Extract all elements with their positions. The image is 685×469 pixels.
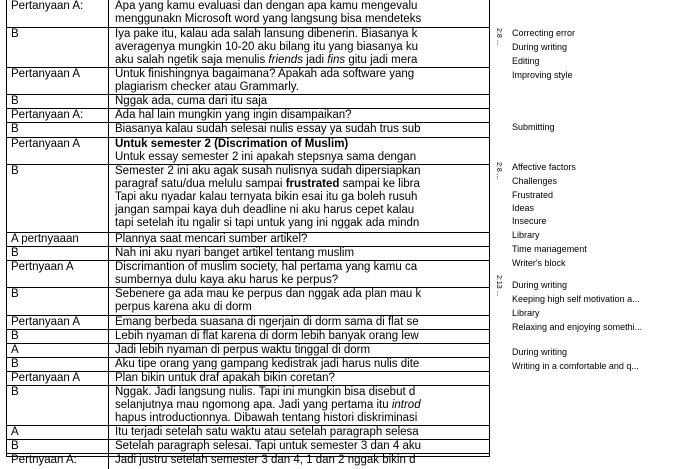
utterance-cell xyxy=(115,28,489,67)
utterance-line: Apa yang kamu evaluasi dan dengan apa kamu mengevalu xyxy=(115,0,418,12)
code-label[interactable]: Ideas xyxy=(512,203,535,213)
code-label[interactable]: Insecure xyxy=(512,216,547,226)
table-row xyxy=(7,316,489,330)
utterance-cell xyxy=(115,454,489,469)
utterance-line: Semester 2 ini aku agak susah nulisnya sudah dipersiapkan xyxy=(115,165,421,177)
utterance-cell xyxy=(115,165,489,232)
utterance-cell xyxy=(115,372,489,385)
utterance-line: Biasanya kalau sudah selesai nulis essay ya sudah trus sub xyxy=(115,123,421,135)
speaker-cell: A xyxy=(7,426,109,439)
speaker-cell: Pertanyaan A: xyxy=(7,109,109,122)
speaker-cell: Pertnyaan A xyxy=(7,261,109,287)
utterance-line: tapi setelah itu ngalir si tapi untuk yang ini nggak ada mindn xyxy=(115,217,420,229)
utterance-cell xyxy=(115,0,489,27)
utterance-cell xyxy=(115,95,489,108)
utterance-line: Discrimantion of muslim society, hal pertama yang kamu ca xyxy=(115,261,418,273)
utterance-cell xyxy=(115,233,489,246)
table-row xyxy=(7,372,489,386)
speaker-cell: B xyxy=(7,440,109,453)
utterance-line: Jadi justru setelah semester 3 dan 4, 1 dan 2 nggak bikin d xyxy=(115,454,416,466)
timestamp-marker: 2:13 ... xyxy=(495,275,502,297)
timestamp-marker: 2:8 ... xyxy=(495,162,502,180)
utterance-line: selanjutnya mau ngomong apa. Jadi yang pertama itu introd xyxy=(115,399,421,411)
utterance-line: Untuk essay semester 2 ini apakah stepsnya sama dengan xyxy=(115,151,417,163)
utterance-line: Nggak ada, cuma dari itu saja xyxy=(115,95,268,107)
utterance-cell xyxy=(115,247,489,260)
code-label[interactable]: Frustrated xyxy=(512,190,554,200)
utterance-line: Tapi aku nyadar kalau ternyata bikin esai itu ga boleh rusuh xyxy=(115,191,418,203)
utterance-line: paragraf satu/dua melulu sampai frustrated sampai ke libra xyxy=(115,178,420,190)
speaker-cell: A xyxy=(7,344,109,357)
utterance-line: Lebih nyaman di flat karena di dorm lebih banyak orang lew xyxy=(115,330,419,342)
utterance-line: Nggak. Jadi langsung nulis. Tapi ini mungkin bisa disebut d xyxy=(115,386,416,398)
transcript-table xyxy=(6,0,490,466)
utterance-line: averagenya mungkin 10-20 aku bilang itu yang biasanya ku xyxy=(115,41,419,53)
code-label[interactable]: During writing xyxy=(512,347,568,357)
speaker-cell: Pertanyaan A xyxy=(7,138,109,164)
code-label[interactable]: Writing in a comfortable and q... xyxy=(512,361,639,371)
table-row xyxy=(7,386,489,426)
utterance-line: aku salah ngetik saja menulis friends jadi fins gitu jadi mera xyxy=(115,54,418,66)
speaker-cell: Pertanyaan A: xyxy=(7,0,109,27)
table-row xyxy=(7,344,489,358)
code-label[interactable]: Submitting xyxy=(512,122,555,132)
utterance-cell xyxy=(115,68,489,94)
speaker-cell: Pertnyaan A: xyxy=(7,454,109,469)
utterance-cell xyxy=(115,330,489,343)
utterance-cell xyxy=(115,288,489,315)
utterance-line: Plan bikin untuk draf apakah bikin coretan? xyxy=(115,372,335,384)
code-label[interactable]: Challenges xyxy=(512,176,558,186)
speaker-cell: B xyxy=(7,95,109,108)
speaker-cell: B xyxy=(7,386,109,425)
table-row xyxy=(7,68,489,95)
utterance-line: sumbernya dulu kaya aku harus ke perpus? xyxy=(115,274,339,286)
utterance-cell xyxy=(115,386,489,425)
table-row xyxy=(7,109,489,123)
utterance-cell xyxy=(115,123,489,137)
utterance-line: plagiarism checker atau Grammarly. xyxy=(115,81,299,93)
table-row xyxy=(7,123,489,138)
table-row xyxy=(7,247,489,261)
utterance-line: Emang berbeda suasana di ngerjain di dorm sama di flat se xyxy=(115,316,419,328)
utterance-line: menggunakn Microsoft word yang langsung bisa mendeteks xyxy=(115,13,422,25)
table-row xyxy=(7,138,489,165)
timestamp-marker: 2:8 ... xyxy=(495,28,502,46)
coding-margin xyxy=(490,0,685,460)
speaker-cell: B xyxy=(7,247,109,260)
utterance-line: Nah ini aku nyari banget artikel tentang muslim xyxy=(115,247,355,259)
table-row xyxy=(7,95,489,109)
code-label[interactable]: Editing xyxy=(512,56,540,66)
utterance-line: Jadi lebih nyaman di perpus waktu tinggal di dorm xyxy=(115,344,371,356)
code-label[interactable]: Improving style xyxy=(512,70,573,80)
speaker-cell: Pertanyaan A xyxy=(7,372,109,385)
utterance-line: Itu terjadi setelah satu waktu atau setelah paragraph selesa xyxy=(115,426,419,438)
table-row xyxy=(7,330,489,344)
speaker-cell: B xyxy=(7,123,109,137)
table-row xyxy=(7,0,489,28)
speaker-cell: B xyxy=(7,28,109,67)
utterance-line: Aku tipe orang yang gampang kedistrak jadi harus nulis dite xyxy=(115,358,420,370)
speaker-cell: Pertanyaan A xyxy=(7,68,109,94)
utterance-cell xyxy=(115,440,489,453)
speaker-cell: B xyxy=(7,330,109,343)
table-row xyxy=(7,358,489,372)
utterance-line: Untuk finishingnya bagaimana? Apakah ada software yang xyxy=(115,68,415,80)
code-label[interactable]: Affective factors xyxy=(512,162,576,172)
utterance-line: Plannya saat mencari sumber artikel? xyxy=(115,233,308,245)
table-row xyxy=(7,261,489,288)
code-label[interactable]: Library xyxy=(512,308,540,318)
code-label[interactable]: During writing xyxy=(512,280,568,290)
utterance-cell xyxy=(115,426,489,439)
utterance-cell xyxy=(115,261,489,287)
utterance-line: Sebenere ga ada mau ke perpus dan nggak ada plan mau k xyxy=(115,288,422,300)
utterance-line: hapus introductionnya. Dibawah tentang histori diskriminasi xyxy=(115,412,418,424)
utterance-line: jangan sampai kaya duh deadline ni aku harus cepet kalau xyxy=(115,204,415,216)
code-label[interactable]: Library xyxy=(512,230,540,240)
table-row xyxy=(7,288,489,316)
table-row xyxy=(7,233,489,247)
code-label[interactable]: Relaxing and enjoying somethi... xyxy=(512,322,643,332)
utterance-line: Setelah paragraph selesai. Tapi untuk semester 3 dan 4 aku xyxy=(115,440,422,452)
code-label[interactable]: Keeping high self motivation a... xyxy=(512,294,640,304)
speaker-cell: Pertanyaan A xyxy=(7,316,109,329)
utterance-cell xyxy=(115,138,489,164)
speaker-cell: B xyxy=(7,165,109,232)
utterance-line: perpus karena aku di dorm xyxy=(115,301,252,313)
utterance-line: Ada hal lain mungkin yang ingin disampaikan? xyxy=(115,109,352,121)
code-label[interactable]: During writing xyxy=(512,42,568,52)
code-label[interactable]: Writer's block xyxy=(512,258,566,268)
code-label[interactable]: Time management xyxy=(512,244,587,254)
utterance-cell xyxy=(115,316,489,329)
table-row xyxy=(7,165,489,233)
speaker-cell: B xyxy=(7,358,109,371)
utterance-cell xyxy=(115,344,489,357)
table-row xyxy=(7,454,489,469)
speaker-cell: B xyxy=(7,288,109,315)
utterance-cell xyxy=(115,109,489,122)
utterance-line: Iya pake itu, kalau ada salah lansung dibenerin. Biasanya k xyxy=(115,28,418,40)
code-label[interactable]: Correcting error xyxy=(512,28,576,38)
speaker-cell: A pertnyaaan xyxy=(7,233,109,246)
table-row xyxy=(7,440,489,454)
table-row xyxy=(7,28,489,68)
section-heading: Untuk semester 2 (Discrimation of Muslim) xyxy=(115,138,349,150)
utterance-cell xyxy=(115,358,489,371)
table-row xyxy=(7,426,489,440)
